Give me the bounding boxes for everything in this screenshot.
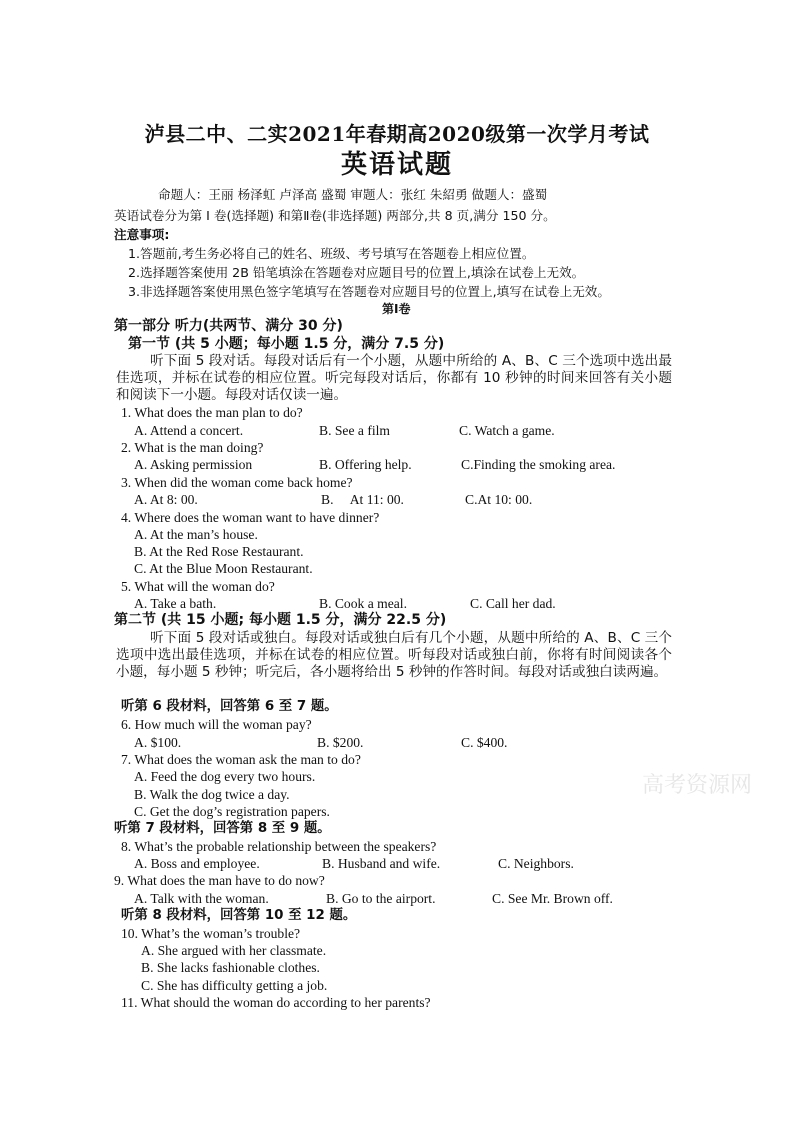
material-8-heading: 听第 8 段材料，回答第 10 至 12 题。 <box>121 908 357 923</box>
option-c: C. Neighbors. <box>498 856 574 871</box>
question-11: 11. What should the woman do according to her parents? <box>121 995 431 1010</box>
option-b: B. Walk the dog twice a day. <box>134 787 290 802</box>
subject-title: 英语试题 <box>340 150 453 180</box>
option-b: B. At the Red Rose Restaurant. <box>134 544 304 559</box>
option-c: C. Get the dog’s registration papers. <box>134 804 330 819</box>
question-4: 4. Where does the woman want to have dinner? <box>121 510 380 525</box>
section2-heading: 第二节 (共 15 小题; 每小题 1.5 分，满分 22.5 分) <box>114 612 447 628</box>
section2-instructions: 听下面 5 段对话或独白。每段对话或独白后有几个小题，从题中所给的 A、B、C 三个选项中选出最佳选项，并标在试卷的相应位置。听每段对话或独白前，你将有时间阅读各个小题，每小题 5 秒钟；听完后，各小题将给出 5 秒钟的作答时间。每段对话或独白读两遍。 <box>116 630 672 680</box>
intro-line: 英语试卷分为第 I 卷(选择题) 和第Ⅱ卷(非选择题) 两部分,共 8 页,满分 150 分。 <box>114 208 556 223</box>
part1-heading: 第一部分 听力(共两节、满分 30 分) <box>114 318 343 334</box>
question-6: 6. How much will the woman pay? <box>121 717 312 732</box>
question-8: 8. What’s the probable relationship between the speakers? <box>121 839 437 854</box>
option-c: C. See Mr. Brown off. <box>492 891 613 906</box>
option-b: B. Go to the airport. <box>326 891 436 906</box>
question-2: 2. What is the man doing? <box>121 440 264 455</box>
option-a: A. Take a bath. <box>134 596 217 611</box>
notice-item: 2.选择题答案使用 2B 铅笔填涂在答题卷对应题目号的位置上,填涂在试卷上无效。 <box>128 265 585 280</box>
option-a: A. $100. <box>134 735 182 750</box>
question-1: 1. What does the man plan to do? <box>121 405 303 420</box>
notice-item: 1.答题前,考生务必将自己的姓名、班级、考号填写在答题卷上相应位置。 <box>128 246 535 261</box>
option-a: A. At 8: 00. <box>134 492 198 507</box>
option-a: A. Feed the dog every two hours. <box>134 769 316 784</box>
option-b: B. $200. <box>317 735 364 750</box>
option-a: A. Asking permission <box>134 457 253 472</box>
volume-label: 第Ⅰ卷 <box>382 302 411 316</box>
option-c: C. $400. <box>461 735 508 750</box>
exam-title: 泸县二中、二实2021年春期高2020级第一次学月考试 <box>144 122 650 146</box>
option-b: B. At 11: 00. <box>321 492 404 507</box>
option-b: B. Offering help. <box>319 457 412 472</box>
material-6-heading: 听第 6 段材料，回答第 6 至 7 题。 <box>121 699 338 714</box>
option-a: A. Talk with the woman. <box>134 891 269 906</box>
option-c: C. Watch a game. <box>459 423 555 438</box>
material-7-heading: 听第 7 段材料，回答第 8 至 9 题。 <box>114 821 331 836</box>
notice-heading: 注意事项: <box>114 227 170 242</box>
notice-item: 3.非选择题答案使用黑色签字笔填写在答题卷对应题目号的位置上,填写在试卷上无效。 <box>128 284 610 299</box>
section1-instructions: 听下面 5 段对话。每段对话后有一个小题，从题中所给的 A、B、C 三个选项中选出最佳选项，并标在试卷的相应位置。听完每段对话后，你都有 10 秒钟的时间来回答有关小题和阅读下一小题。每段对话仅读一遍。 <box>116 353 672 403</box>
watermark: 高考资源网 <box>642 773 753 798</box>
question-3: 3. When did the woman come back home? <box>121 475 353 490</box>
question-7: 7. What does the woman ask the man to do? <box>121 752 361 767</box>
option-b: B. Husband and wife. <box>322 856 441 871</box>
option-a: A. At the man’s house. <box>134 527 258 542</box>
question-5: 5. What will the woman do? <box>121 579 275 594</box>
option-a: A. Boss and employee. <box>134 856 260 871</box>
option-c: C.At 10: 00. <box>465 492 533 507</box>
option-b: B. See a film <box>319 423 390 438</box>
option-c: C. Call her dad. <box>470 596 556 611</box>
option-c: C.Finding the smoking area. <box>461 457 616 472</box>
section1-heading: 第一节 (共 5 小题；每小题 1.5 分，满分 7.5 分) <box>128 336 445 352</box>
option-b: B. Cook a meal. <box>319 596 407 611</box>
question-9: 9. What does the man have to do now? <box>114 873 325 888</box>
option-c: C. At the Blue Moon Restaurant. <box>134 561 313 576</box>
authors-line: 命题人：王丽 杨泽虹 卢泽高 盛蜀 审题人：张红 朱紹勇 做题人：盛蜀 <box>158 187 548 202</box>
option-b: B. She lacks fashionable clothes. <box>141 960 320 975</box>
question-10: 10. What’s the woman’s trouble? <box>121 926 301 941</box>
option-c: C. She has difficulty getting a job. <box>141 978 328 993</box>
option-a: A. She argued with her classmate. <box>141 943 327 958</box>
option-a: A. Attend a concert. <box>134 423 244 438</box>
